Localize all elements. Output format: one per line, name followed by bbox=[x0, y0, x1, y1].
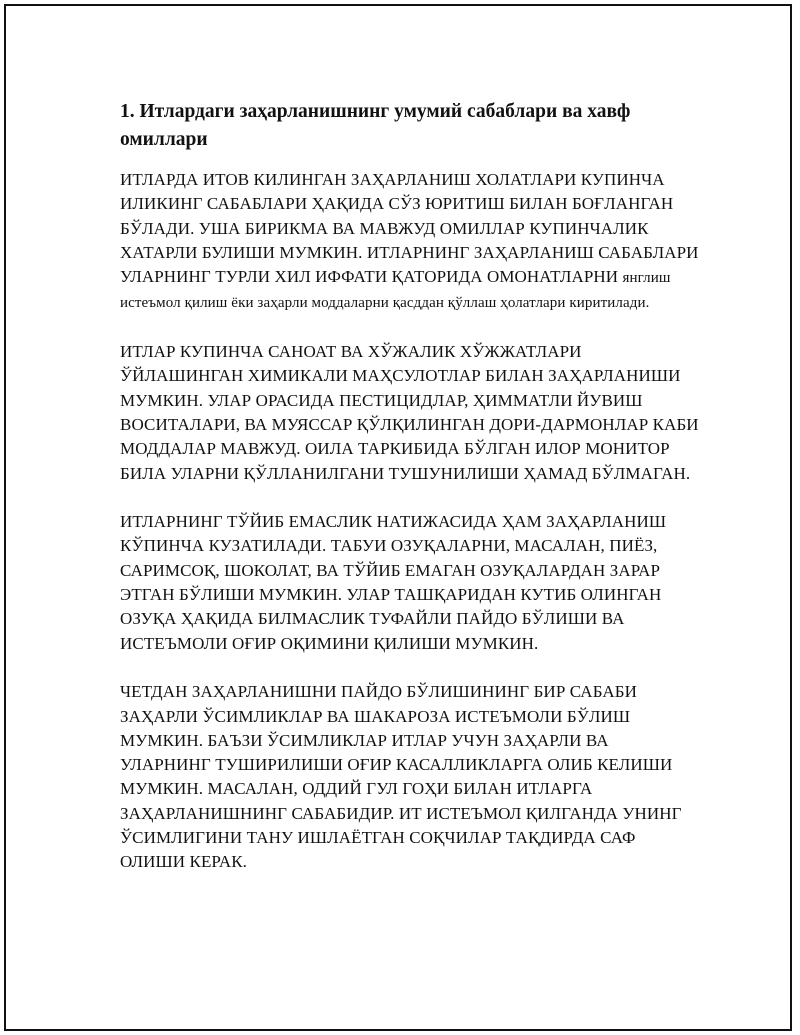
document-body bbox=[120, 98, 700, 899]
paragraph-4: ЧЕТДАН ЗАҲАРЛАНИШНИ ПАЙДО БЎЛИШИНИНГ БИР САБАБИ ЗАҲАРЛИ ЎСИМЛИКЛАР ВА ШАКАРОЗА ИСТЕЪМОЛИ БЎЛИШ МУМКИН. БАЪЗИ ЎСИМЛИКЛАР ИТЛАР УЧУН ЗАҲАРЛИ ВА УЛАРНИНГ ТУШИРИЛИШИ ОҒИР КАСАЛЛИКЛАРГА ОЛИБ КЕЛИШИ МУМКИН. МАСАЛАН, ОДДИЙ ГУЛ ГОҲИ БИЛАН ИТЛАРГА ЗАҲАРЛАНИШНИНГ САБАБИДИР. ИТ ИСТЕЪМОЛ ҚИЛГАНДА УНИНГ ЎСИМЛИГИНИ ТАНУ ИШЛАЁТГАН СОҚЧИЛАР ТАҚДИРДА САФ ОЛИШИ КЕРАК. bbox=[120, 682, 682, 872]
paragraph-2: ИТЛАР КУПИНЧА САНОАТ ВА ХЎЖАЛИК ХЎЖЖАТЛАРИ ЎЙЛАШИНГАН ХИМИКАЛИ МАҲСУЛОТЛАР БИЛАН ЗАҲАРЛАНИШИ МУМКИН. УЛАР ОРАСИДА ПЕСТИЦИДЛАР, ҲИММАТЛИ ЙУВИШ ВОСИТАЛАРИ, ВА МУЯССАР ҚЎЛҚИЛИНГАН ДОРИ-ДАРМОНЛАР КАБИ МОДДАЛАР МАВЖУД. ОИЛА ТАРКИБИДА БЎЛГАН ИЛОР МОНИТОР БИЛА УЛАРНИ ҚЎЛЛАНИЛГАНИ ТУШУНИЛИШИ ҲАМАД БЎЛМАГАН. bbox=[120, 342, 699, 483]
paragraph-1-main: ИТЛАРДА ИТОВ КИЛИНГАН ЗАҲАРЛАНИШ ХОЛАТЛАРИ КУПИНЧА ИЛИКИНГ САБАБЛАРИ ҲАҚИДА СЎЗ ЮРИТИШ БИЛАН БОҒЛАНГАН БЎЛАДИ. УША БИРИКМА ВА МАВЖУД ОМИЛЛАР КУПИНЧАЛИК ХАТАРЛИ БУЛИШИ МУМКИН. ИТЛАРНИНГ ЗАҲАРЛАНИШ САБАБЛАРИ УЛАРНИНГ ТУРЛИ ХИЛ ИФФАТИ ҚАТОРИДА ОМОНАТЛАРНИ bbox=[120, 170, 699, 287]
paragraph-3: ИТЛАРНИНГ ТЎЙИБ ЕМАСЛИК НАТИЖАСИДА ҲАМ ЗАҲАРЛАНИШ КЎПИНЧА КУЗАТИЛАДИ. ТАБУИ ОЗУҚАЛАРНИ, МАСАЛАН, ПИЁЗ, САРИМСОҚ, ШОКОЛАТ, ВА ТЎЙИБ ЕМАГАН ОЗУҚАЛАРДАН ЗАРАР ЭТГАН БЎЛИШИ МУМКИН. УЛАР ТАШҚАРИДАН КУТИБ ОЛИНГАН ОЗУҚА ҲАҚИДА БИЛМАСЛИК ТУФАЙЛИ ПАЙДО БЎЛИШИ ВА ИСТЕЪМОЛИ ОҒИР ОҚИМИНИ ҚИЛИШИ МУМКИН. bbox=[120, 512, 667, 653]
section-heading: 1. Итлардаги заҳарланишнинг умумий сабаблари ва хавф омиллари bbox=[120, 101, 631, 150]
document-page bbox=[4, 4, 792, 1031]
paragraph-1-tail: янглиш истеъмол қилиш ёки заҳарли моддаларни қасддан қўллаш ҳолатлари киритилади. bbox=[120, 270, 671, 312]
paragraph-1 bbox=[120, 168, 700, 316]
